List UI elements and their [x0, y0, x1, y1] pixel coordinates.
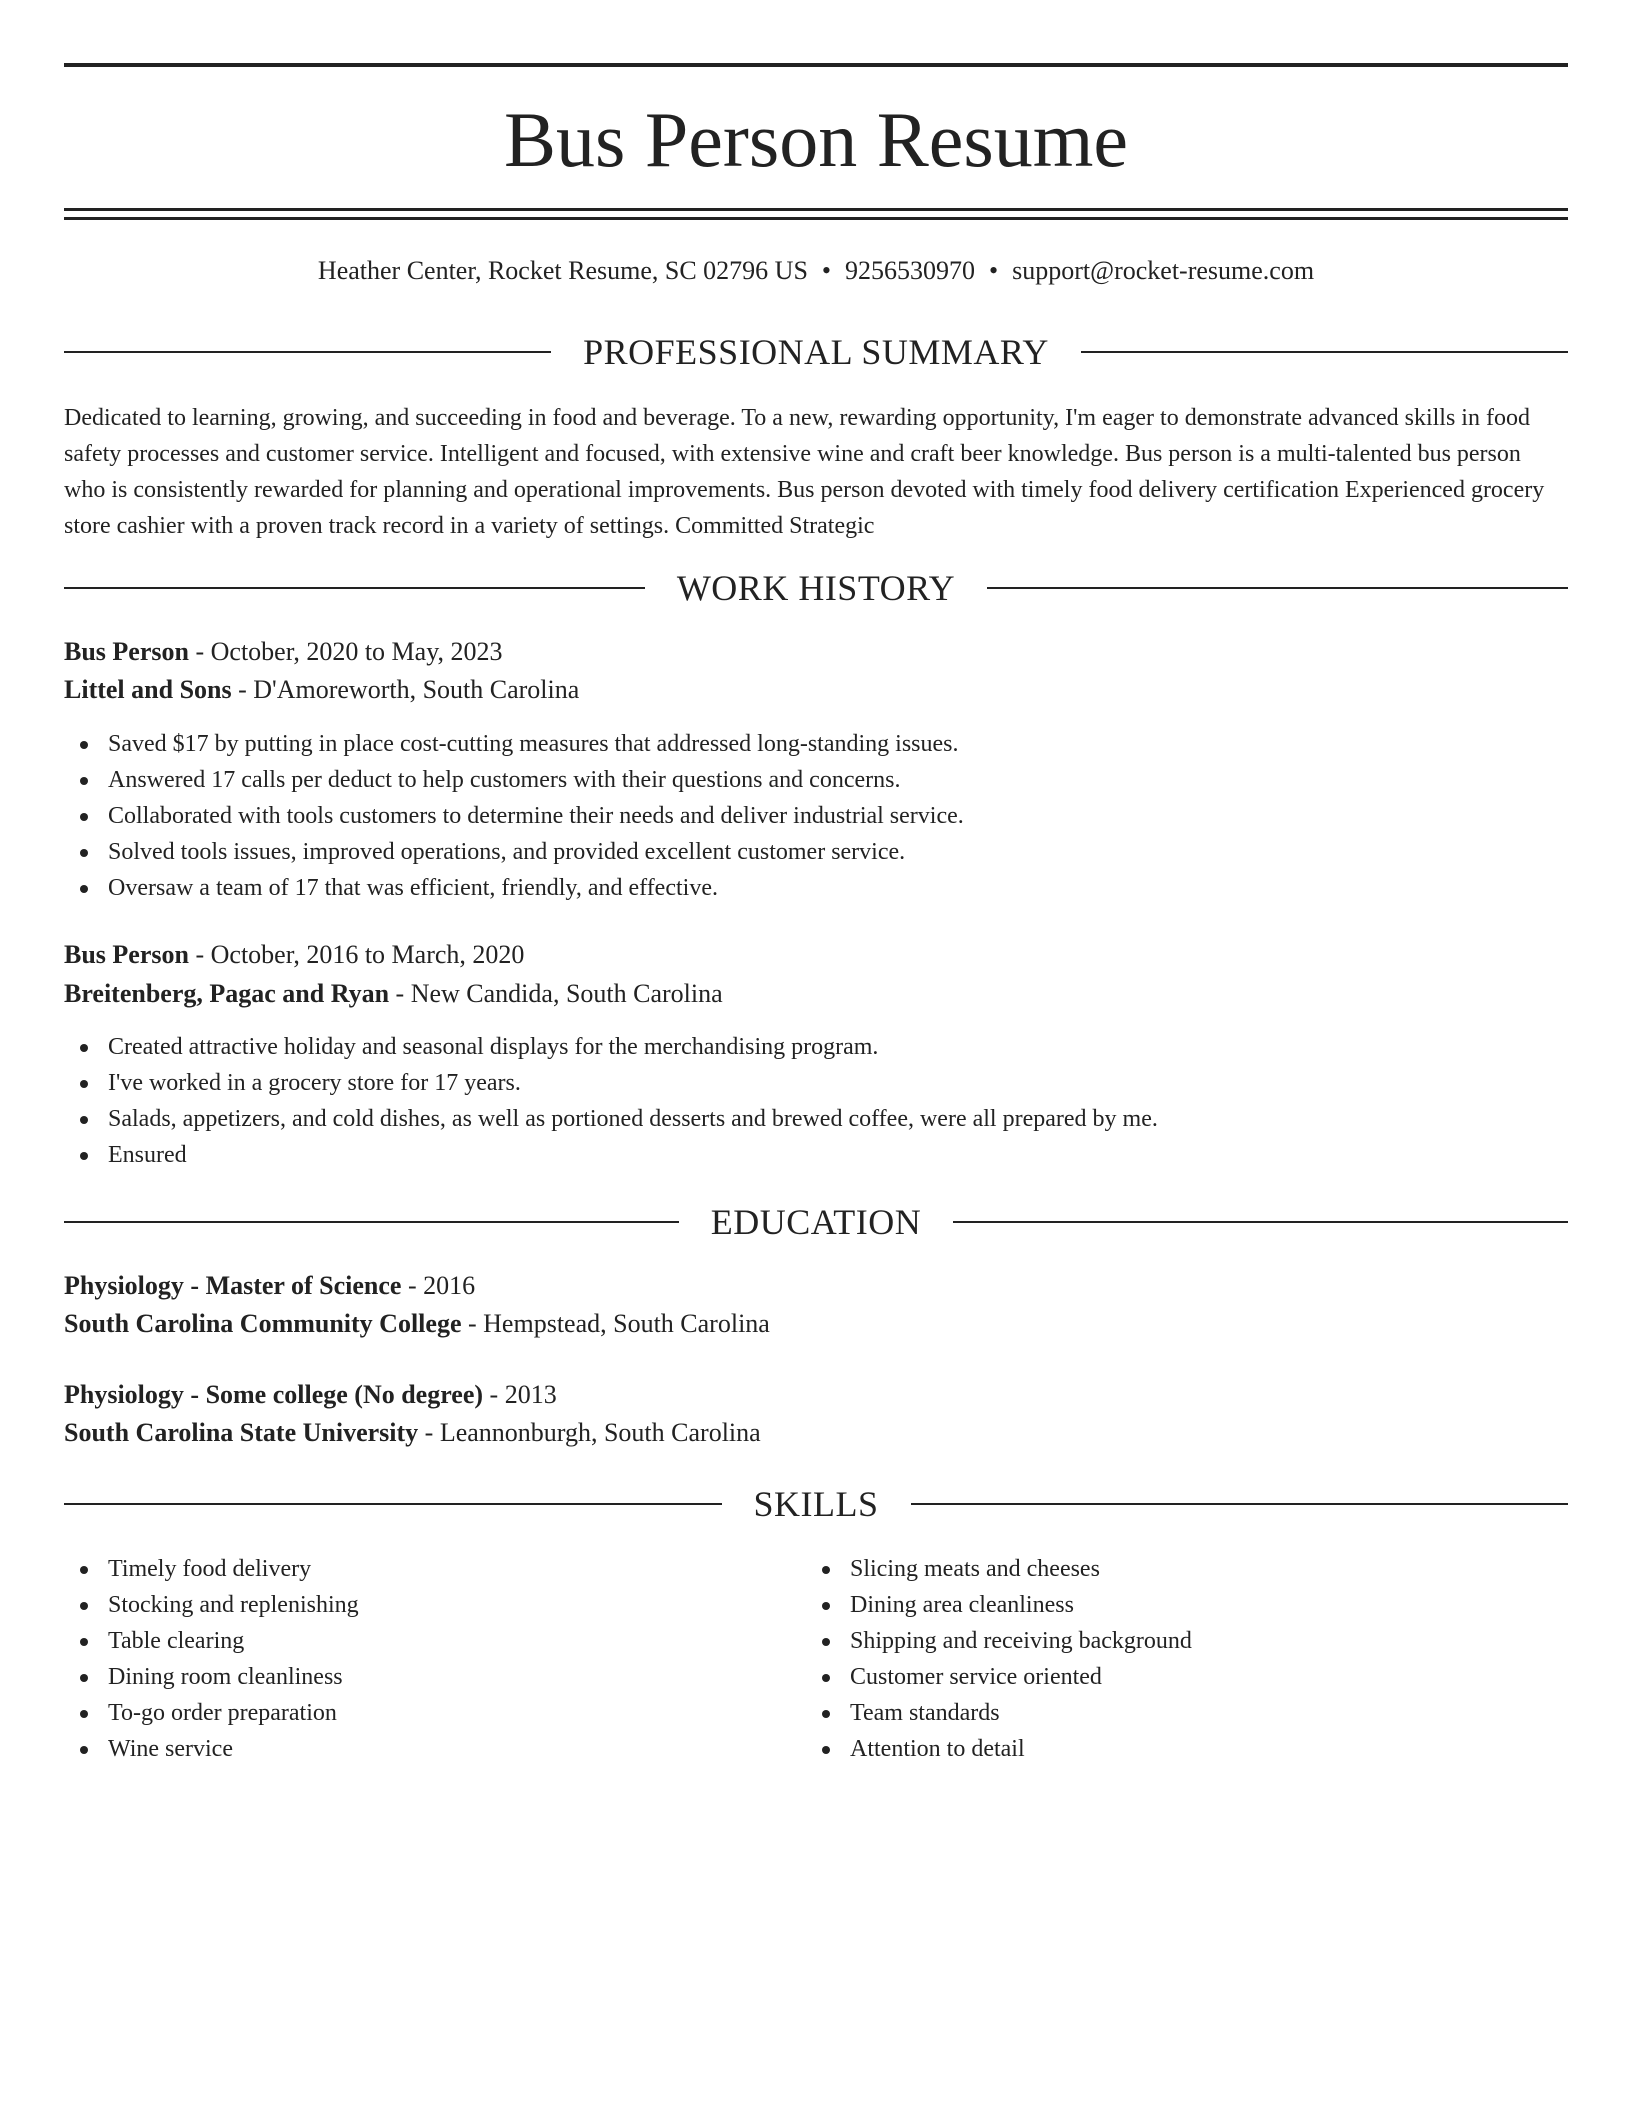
list-item — [64, 870, 1568, 906]
education-degree: Physiology - Master of Science — [64, 1271, 402, 1300]
education-degree-line — [64, 1268, 1568, 1304]
job-location: - D'Amoreworth, South Carolina — [231, 675, 580, 704]
section-header-skills — [64, 1479, 1568, 1529]
list-item — [64, 1101, 1568, 1137]
skill-text: Customer service oriented — [850, 1664, 1102, 1690]
bullet-icon — [822, 1638, 830, 1646]
bullet-text: Answered 17 calls per deduct to help customers with their questions and concerns. — [108, 767, 901, 793]
education-year: - 2016 — [401, 1271, 476, 1300]
job-title: Bus Person — [64, 637, 189, 666]
title-double-divider — [64, 208, 1568, 220]
job-company-line — [64, 976, 1568, 1012]
contact-phone: 9256530970 — [845, 256, 976, 285]
list-item — [64, 1695, 764, 1731]
section-header-summary — [64, 327, 1568, 377]
list-item — [64, 1029, 1568, 1065]
list-item — [64, 1587, 764, 1623]
job-dates: - October, 2016 to March, 2020 — [188, 940, 525, 969]
bullet-text: Saved $17 by putting in place cost-cutting measures that addressed long-standing issues. — [108, 731, 959, 757]
job-company-line — [64, 672, 1568, 708]
bullet-icon — [80, 1080, 88, 1088]
section-title: SKILLS — [753, 1484, 879, 1524]
bullet-icon — [80, 1746, 88, 1754]
bullet-icon — [80, 1116, 88, 1124]
section-rule-right — [987, 587, 1568, 589]
bullet-icon — [822, 1602, 830, 1610]
contact-address: Heather Center, Rocket Resume, SC 02796 US — [317, 256, 808, 285]
skill-text: Timely food delivery — [108, 1556, 312, 1582]
list-item — [64, 1551, 764, 1587]
bullet-icon — [80, 1566, 88, 1574]
education-location: - Leannonburgh, South Carolina — [418, 1418, 761, 1447]
list-item — [64, 1659, 764, 1695]
bullet-icon — [80, 1710, 88, 1718]
section-rule-left — [64, 1221, 679, 1223]
job-title-line — [64, 937, 1568, 973]
skill-text: To-go order preparation — [108, 1700, 337, 1726]
skill-text: Dining room cleanliness — [108, 1664, 343, 1690]
section-rule-left — [64, 1503, 722, 1505]
job-bullets — [64, 726, 1568, 906]
job-location: - New Candida, South Carolina — [389, 979, 723, 1008]
education-school: South Carolina State University — [64, 1418, 419, 1447]
skills-list-right — [806, 1551, 1566, 1767]
skill-text: Shipping and receiving background — [850, 1628, 1192, 1654]
list-item — [64, 1623, 764, 1659]
list-item — [806, 1551, 1566, 1587]
top-divider — [64, 63, 1568, 67]
section-rule-left — [64, 587, 645, 589]
bullet-text: Ensured — [108, 1142, 187, 1168]
bullet-icon — [80, 1674, 88, 1682]
bullet-icon — [822, 1710, 830, 1718]
skills-list-left — [64, 1551, 764, 1767]
education-year: - 2013 — [483, 1380, 557, 1409]
list-item — [806, 1695, 1566, 1731]
skill-text: Table clearing — [108, 1628, 245, 1654]
education-degree: Physiology - Some college (No degree) — [64, 1380, 484, 1409]
list-item — [64, 1137, 1568, 1173]
skill-text: Slicing meats and cheeses — [850, 1556, 1100, 1582]
job-company: Breitenberg, Pagac and Ryan — [64, 979, 390, 1008]
section-title: PROFESSIONAL SUMMARY — [583, 332, 1049, 372]
skill-text: Attention to detail — [850, 1736, 1025, 1762]
job-company: Littel and Sons — [64, 675, 232, 704]
bullet-icon — [822, 1566, 830, 1574]
bullet-text: Collaborated with tools customers to determine their needs and deliver industrial service. — [108, 803, 964, 829]
list-item — [64, 834, 1568, 870]
bullet-icon — [80, 1044, 88, 1052]
section-rule-left — [64, 351, 551, 353]
skill-text: Dining area cleanliness — [850, 1592, 1074, 1618]
contact-separator: • — [821, 256, 832, 285]
bullet-text: Oversaw a team of 17 that was efficient, friendly, and effective. — [108, 875, 718, 901]
bullet-icon — [80, 1152, 88, 1160]
skill-text: Team standards — [850, 1700, 1000, 1726]
job-dates: - October, 2020 to May, 2023 — [188, 637, 503, 666]
job-title-line — [64, 634, 1568, 670]
bullet-icon — [80, 741, 88, 749]
list-item — [64, 1731, 764, 1767]
section-title: WORK HISTORY — [676, 568, 956, 608]
bullet-icon — [822, 1746, 830, 1754]
bullet-icon — [822, 1674, 830, 1682]
contact-email: support@rocket-resume.com — [1012, 256, 1315, 285]
list-item — [64, 762, 1568, 798]
section-title: EDUCATION — [710, 1202, 922, 1242]
bullet-text: Created attractive holiday and seasonal displays for the merchandising program. — [108, 1034, 879, 1060]
bullet-text: Salads, appetizers, and cold dishes, as well as portioned desserts and brewed coffee, were all prepared by me. — [108, 1106, 1158, 1132]
list-item — [64, 1065, 1568, 1101]
section-rule-right — [953, 1221, 1568, 1223]
education-school-line — [64, 1306, 1568, 1342]
bullet-icon — [80, 885, 88, 893]
list-item — [806, 1623, 1566, 1659]
bullet-icon — [80, 849, 88, 857]
bullet-icon — [80, 1602, 88, 1610]
section-rule-right — [911, 1503, 1569, 1505]
education-location: - Hempstead, South Carolina — [461, 1309, 770, 1338]
job-bullets — [64, 1029, 1568, 1173]
list-item — [806, 1659, 1566, 1695]
bullet-text: I've worked in a grocery store for 17 years. — [108, 1070, 521, 1096]
contact-line — [64, 253, 1568, 289]
job-title: Bus Person — [64, 940, 189, 969]
education-school-line — [64, 1415, 1568, 1451]
list-item — [806, 1587, 1566, 1623]
bullet-text: Solved tools issues, improved operations, and provided excellent customer service. — [108, 839, 906, 865]
section-header-education — [64, 1197, 1568, 1247]
education-degree-line — [64, 1377, 1568, 1413]
contact-separator: • — [989, 256, 999, 285]
summary-text: Dedicated to learning, growing, and succeeding in food and beverage. To a new, rewarding opportunity, I'm eager to demonstrate advanced skills in food safety processes and customer service. Intelligent and focused, with extensive wine and craft beer knowledge. Bus person is a multi-talented bus person who is consistently rewarded for planning and operational improvements. Bus person devoted with timely food delivery certification Experienced grocery store cashier with a proven track record in a variety of settings. Committed Strategic — [64, 405, 1545, 539]
list-item — [64, 798, 1568, 834]
bullet-icon — [80, 1638, 88, 1646]
bullet-icon — [80, 813, 88, 821]
section-rule-right — [1081, 351, 1568, 353]
resume-title: Bus Person Resume — [504, 96, 1128, 183]
section-header-work — [64, 563, 1568, 613]
list-item — [64, 726, 1568, 762]
list-item — [806, 1731, 1566, 1767]
skill-text: Stocking and replenishing — [108, 1592, 359, 1618]
education-school: South Carolina Community College — [64, 1309, 462, 1338]
bullet-icon — [80, 777, 88, 785]
skill-text: Wine service — [108, 1736, 233, 1762]
